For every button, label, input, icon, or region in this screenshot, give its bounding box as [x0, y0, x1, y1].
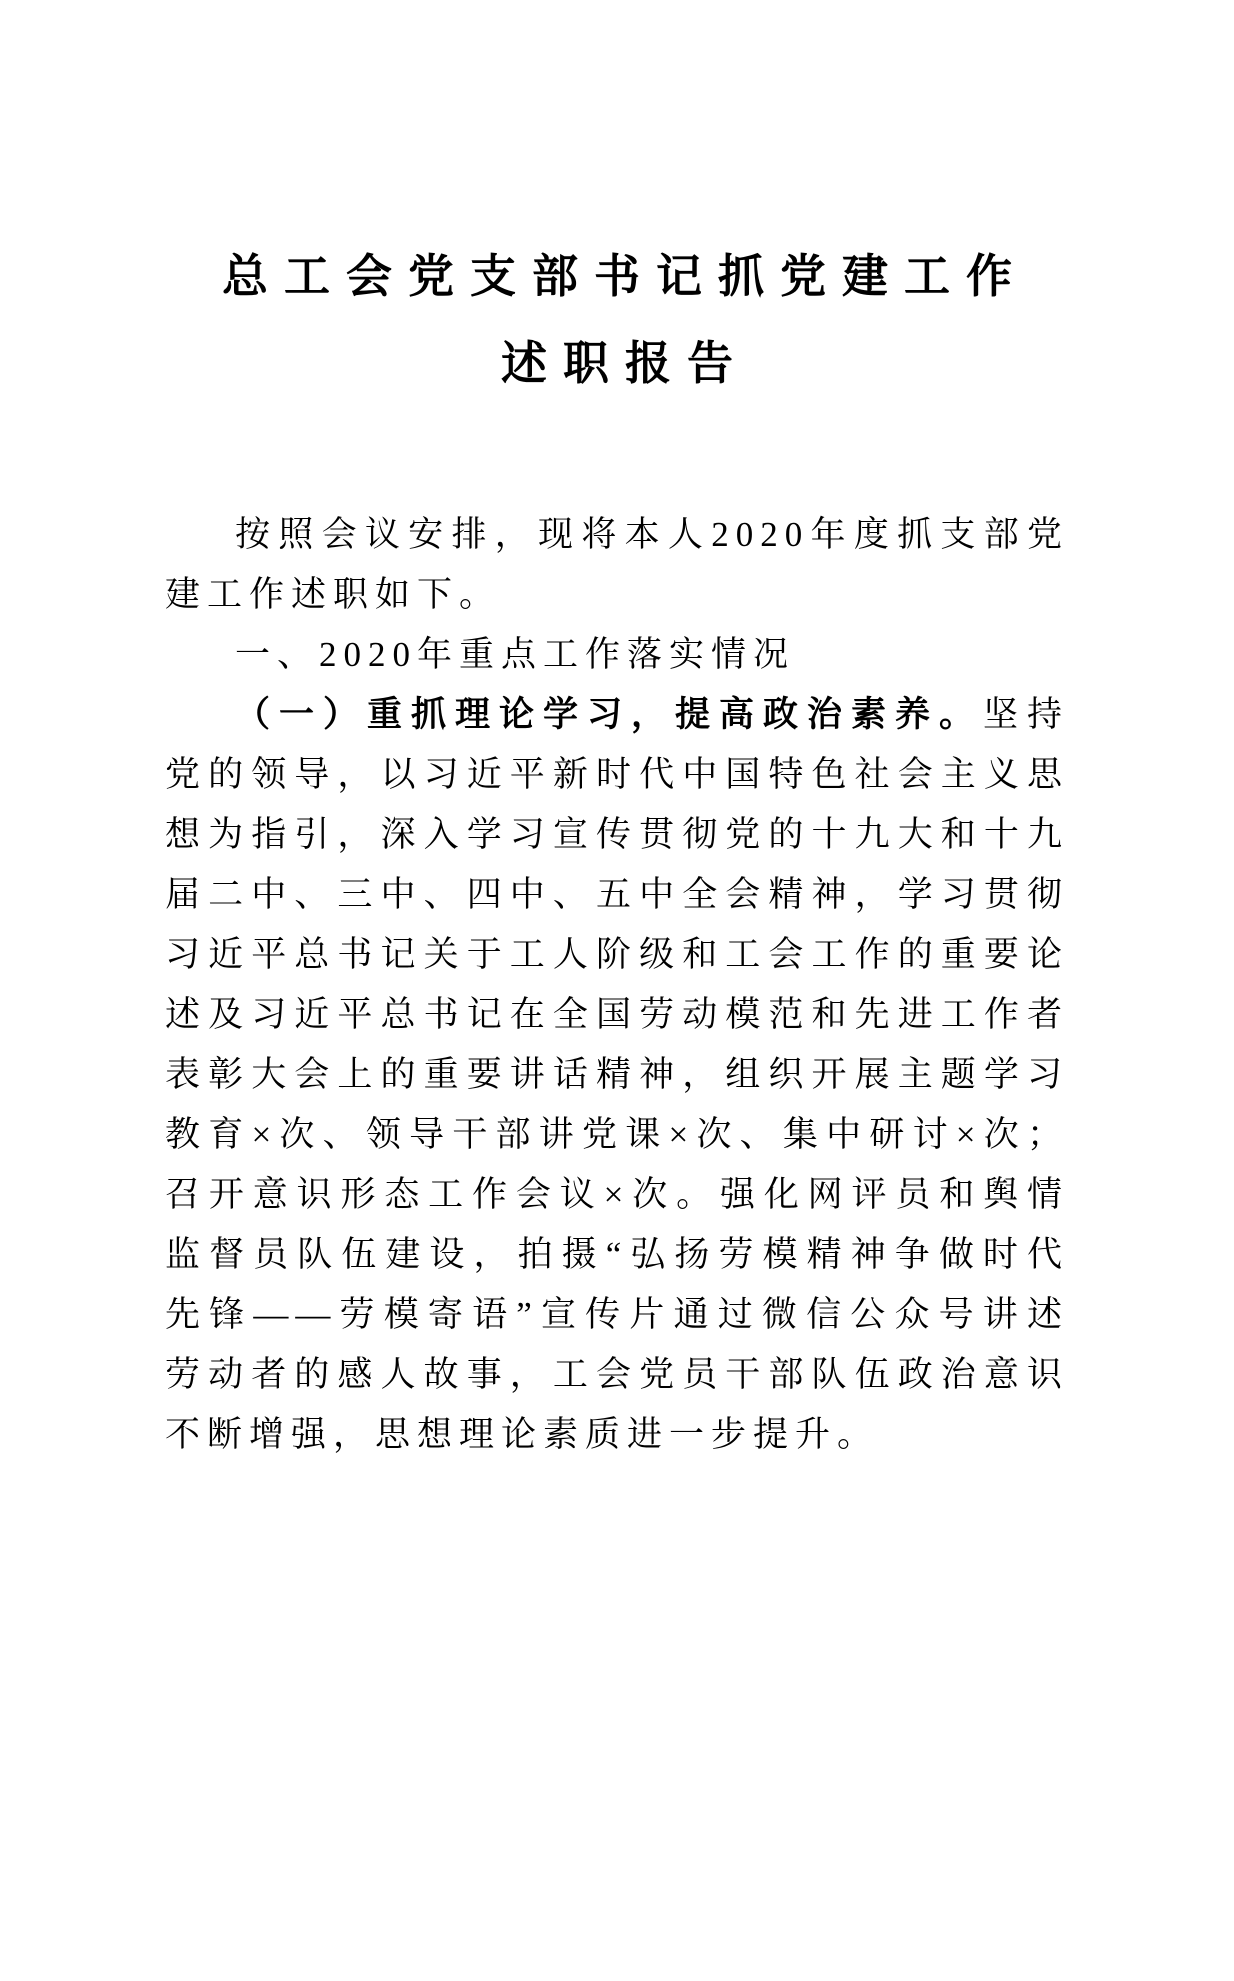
subsection-1-text: 坚持党的领导，以习近平新时代中国特色社会主义思想为指引，深入学习宣传贯彻党的十九大和十九届二中、三中、四中、五中全会精神，学习贯彻习近平总书记关于工人阶级和工会工作的重要论述及习近平总书记在全国劳动模范和先进工作者表彰大会上的重要讲话精神，组织开展主题学习教育×次、领导干部讲党课×次、集中研讨×次；召开意识形态工作会议×次。强化网评员和舆情监督员队伍建设，拍摄“弘扬劳模精神争做时代先锋——劳模寄语”宣传片通过微信公众号讲述劳动者的感人故事，工会党员干部队伍政治意识不断增强，思想理论素质进一步提升。 [165, 695, 1069, 1454]
document-title-line-1: 总工会党支部书记抓党建工作 [222, 250, 1028, 302]
subsection-1-paragraph [165, 685, 1069, 1465]
document-title [0, 233, 1234, 407]
intro-paragraph: 按照会议安排，现将本人2020年度抓支部党建工作述职如下。 [165, 515, 1069, 614]
subsection-1-lead: （一）重抓理论学习，提高政治素养。 [235, 695, 983, 734]
document-body [165, 505, 1069, 1465]
document-title-line-2: 述职报告 [501, 337, 749, 389]
document-page [0, 233, 1234, 1981]
section-1-heading: 一、2020年重点工作落实情况 [235, 635, 796, 674]
